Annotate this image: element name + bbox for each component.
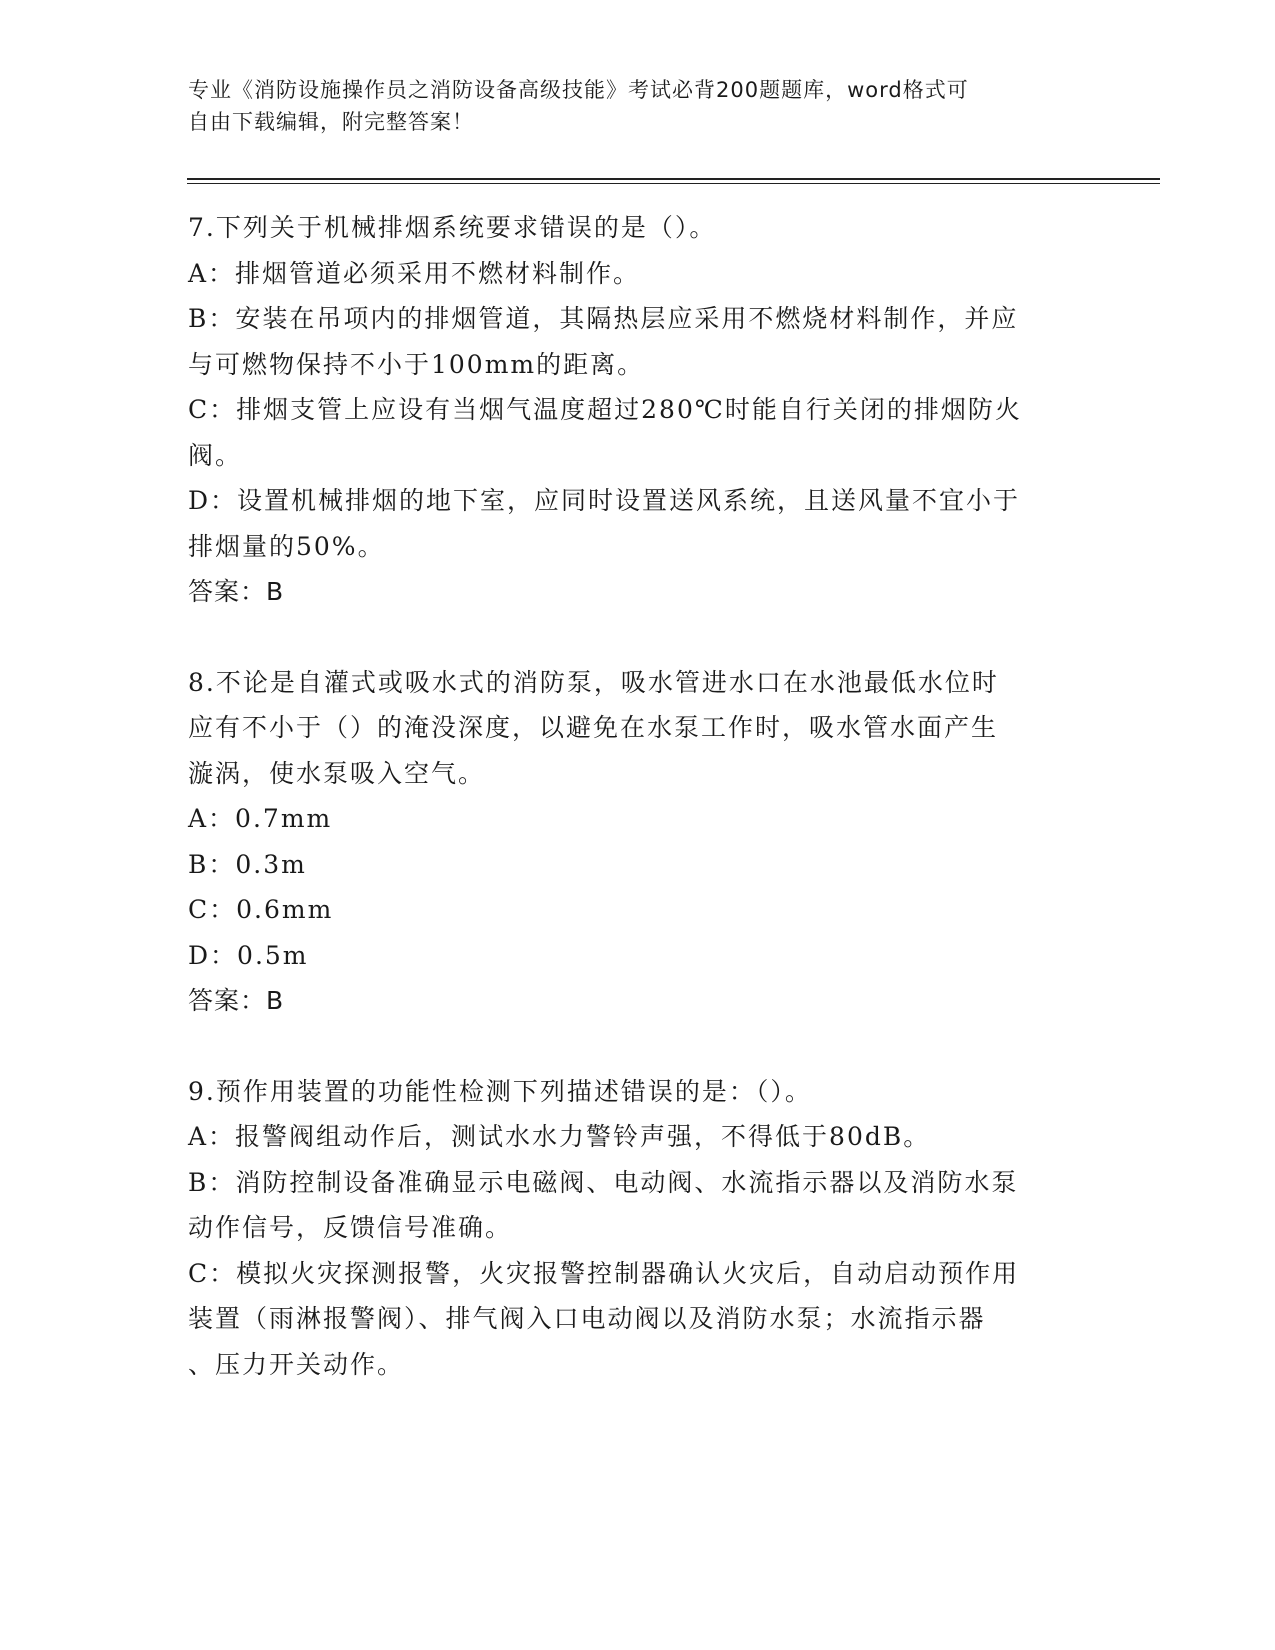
answer-label: 答案：B (188, 577, 285, 606)
option-text: D：0.5m (188, 940, 309, 970)
option-text: 与可燃物保持不小于100mm的距离。 (188, 349, 645, 379)
option-b (188, 1160, 1078, 1251)
option-text: B：安装在吊项内的排烟管道，其隔热层应采用不燃烧材料制作，并应 (188, 304, 1019, 333)
header-rule-thin (187, 183, 1160, 184)
question-stem: 9.预作用装置的功能性检测下列描述错误的是：（）。 (188, 1076, 812, 1106)
option-text: A：0.7mm (188, 804, 333, 833)
option-text: A：报警阀组动作后，测试水水力警铃声强，不得低于80dB。 (188, 1122, 931, 1151)
option-b (188, 296, 1078, 387)
option-a (188, 1114, 1078, 1160)
question-stem: 应有不小于（）的淹没深度，以避免在水泵工作时，吸水管水面产生 (188, 713, 999, 742)
question-7 (188, 205, 1078, 615)
option-c (188, 1251, 1078, 1388)
question-list (188, 205, 1078, 1432)
option-text: B：消防控制设备准确显示电磁阀、电动阀、水流指示器以及消防水泵 (188, 1167, 1019, 1197)
option-a (188, 796, 1078, 842)
option-b (188, 842, 1078, 888)
question-8 (188, 660, 1078, 1024)
option-text: D：设置机械排烟的地下室，应同时设置送风系统，且送风量不宜小于 (188, 486, 1021, 515)
option-text: C：0.6mm (188, 895, 334, 924)
option-d (188, 933, 1078, 979)
question-stem: 7.下列关于机械排烟系统要求错误的是（）。 (188, 213, 717, 242)
option-text: 排烟量的50%。 (188, 531, 385, 561)
option-text: 装置（雨淋报警阀）、排气阀入口电动阀以及消防水泵；水流指示器 (188, 1304, 986, 1333)
option-c (188, 387, 1078, 478)
option-text: 动作信号，反馈信号准确。 (188, 1213, 513, 1242)
option-text: 、压力开关动作。 (188, 1349, 405, 1379)
option-text: A：排烟管道必须采用不燃材料制作。 (188, 258, 641, 288)
option-text: 阀。 (188, 440, 243, 470)
question-stem: 8.不论是自灌式或吸水式的消防泵，吸水管进水口在水池最低水位时 (188, 667, 999, 697)
header-line-2: 自由下载编辑，附完整答案！ (188, 110, 474, 134)
question-stem: 漩涡，使水泵吸入空气。 (188, 758, 486, 788)
option-d (188, 478, 1078, 569)
header-rule-thick (187, 178, 1160, 180)
option-text: C：排烟支管上应设有当烟气温度超过280℃时能自行关闭的排烟防火 (188, 395, 1022, 424)
header-line-1: 专业《消防设施操作员之消防设备高级技能》考试必背200题题库，word格式可 (188, 78, 969, 102)
option-text: C：模拟火灾探测报警，火灾报警控制器确认火灾后，自动启动预作用 (188, 1258, 1020, 1288)
document-header (188, 74, 1068, 138)
question-9 (188, 1069, 1078, 1388)
option-text: B：0.3m (188, 849, 307, 879)
option-c (188, 887, 1078, 933)
option-a (188, 251, 1078, 297)
answer-label: 答案：B (188, 986, 285, 1015)
